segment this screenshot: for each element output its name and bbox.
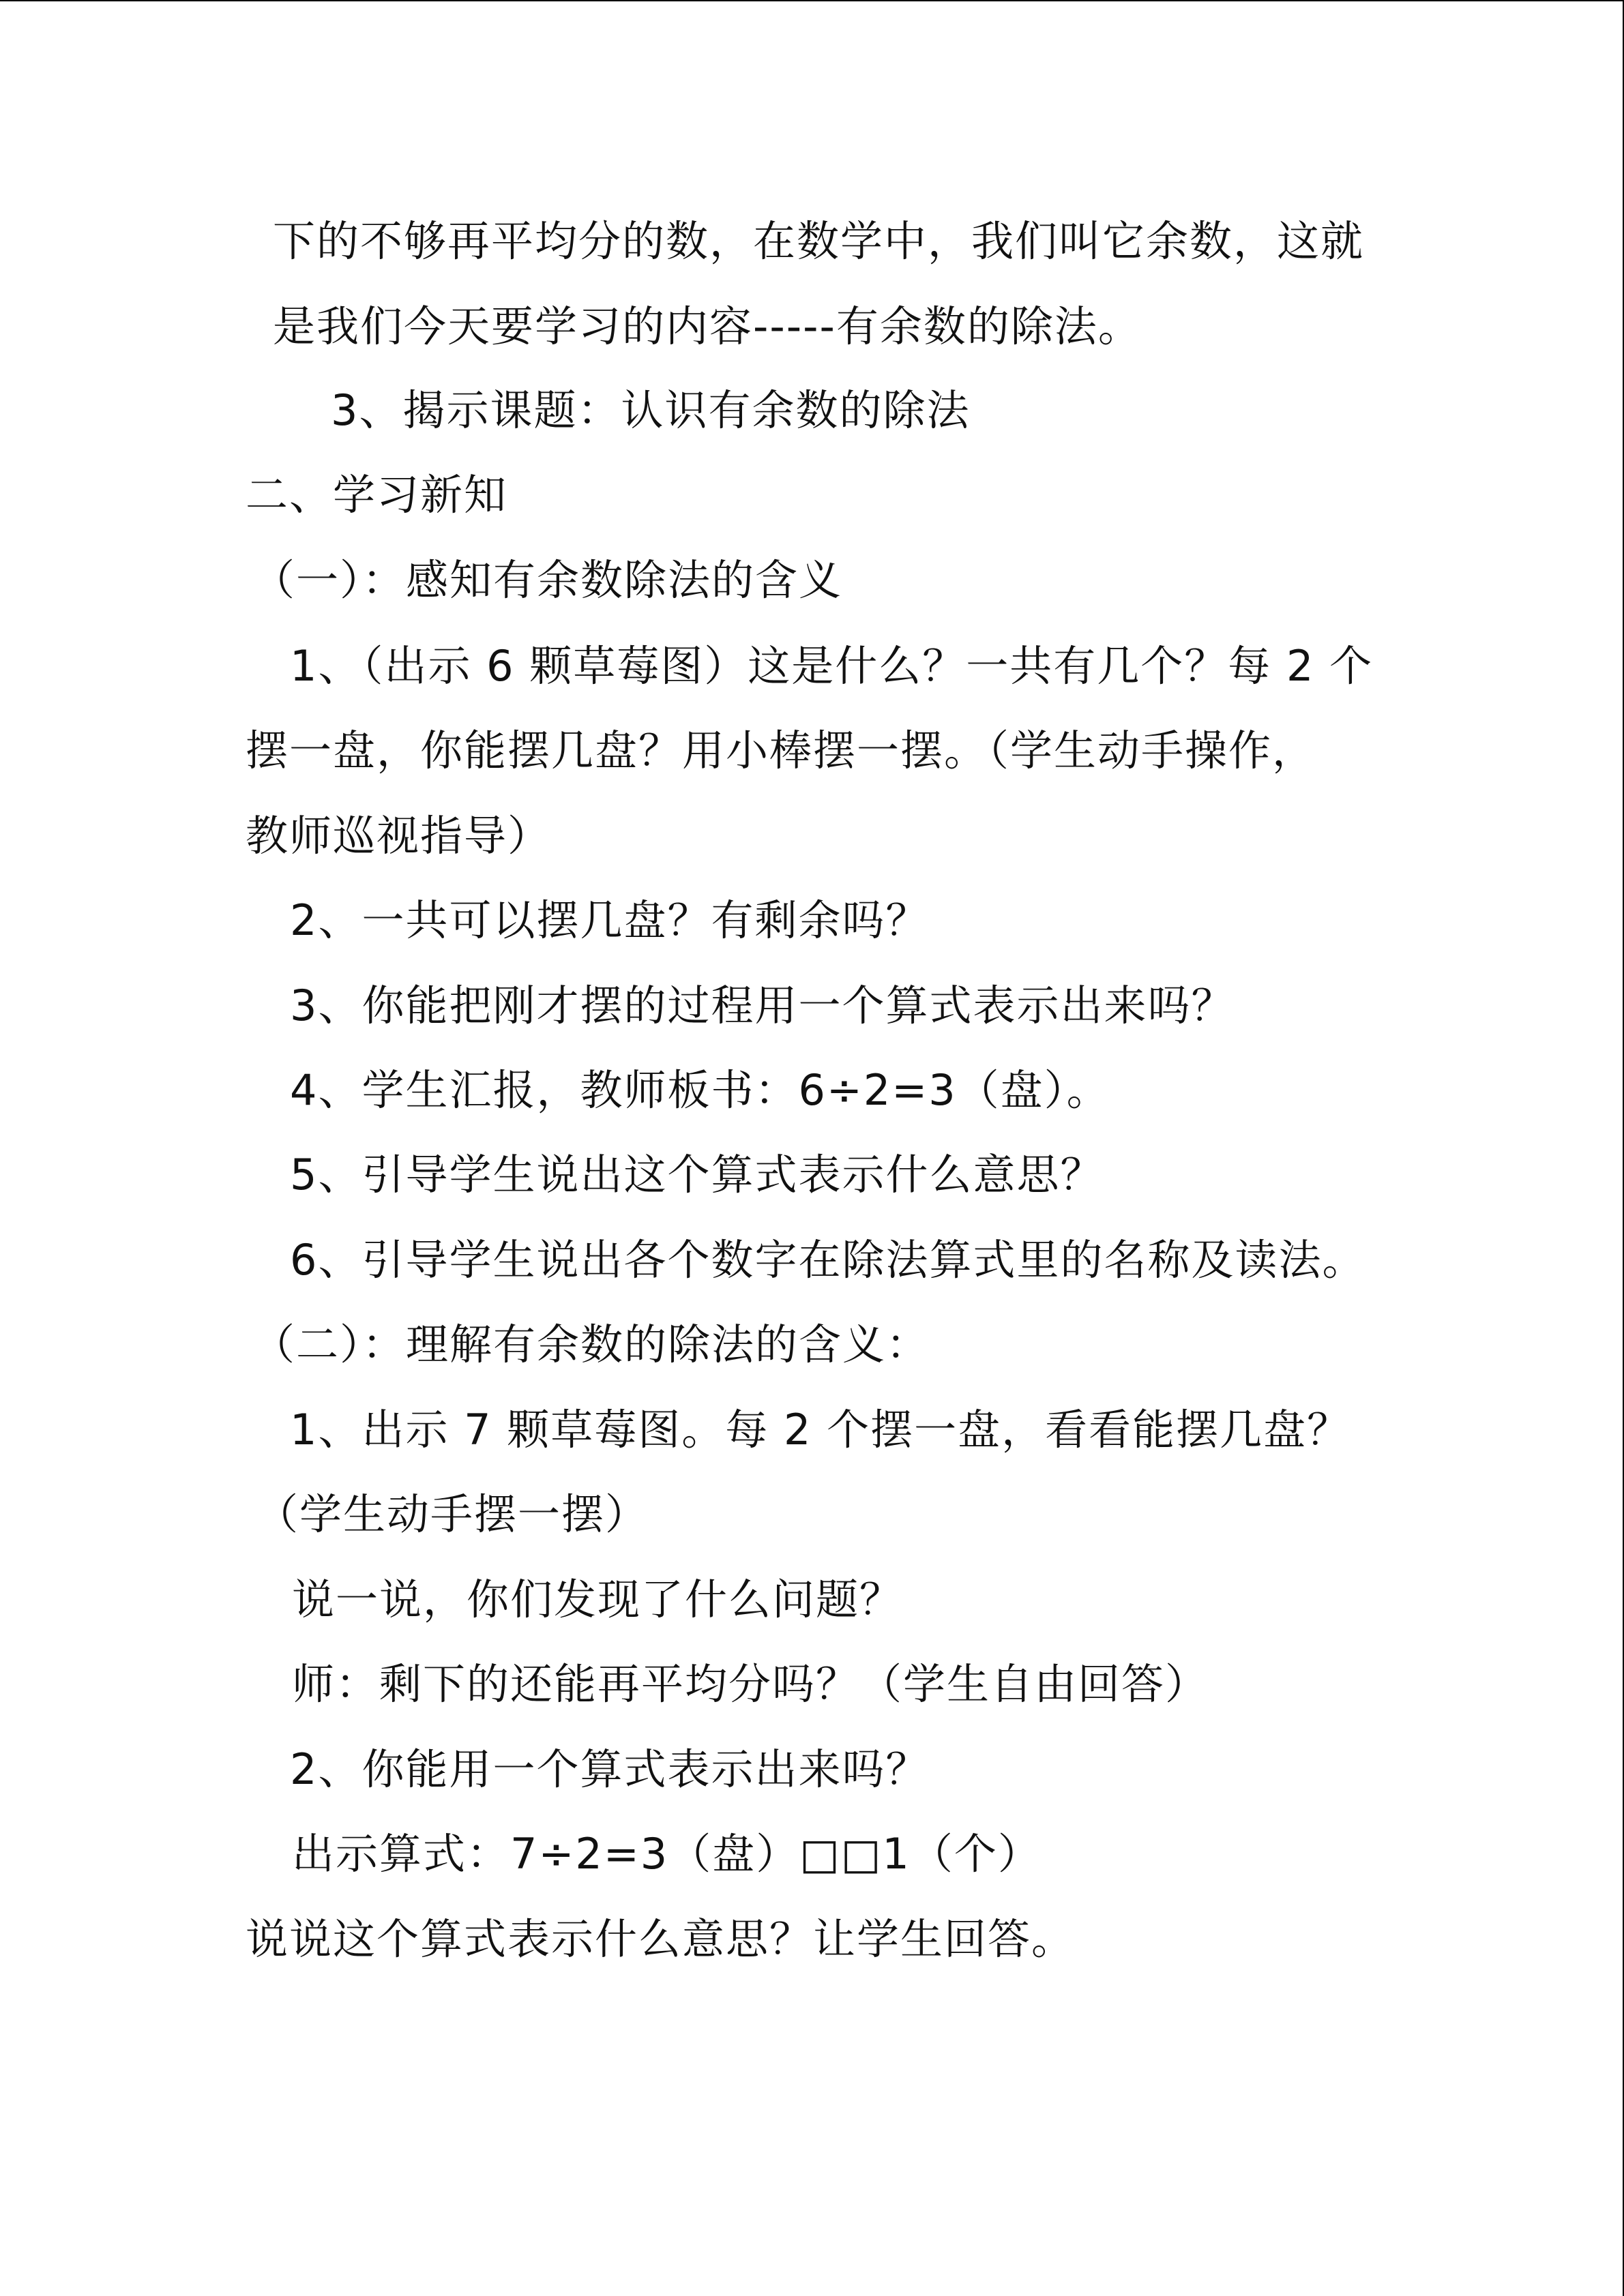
subsection-heading: （一）：感知有余数除法的含义 — [252, 555, 843, 605]
text-line: 下的不够再平均分的数，在数学中，我们叫它余数，这就 — [273, 216, 1365, 266]
text-line: 说说这个算式表示什么意思？让学生回答。 — [246, 1914, 1076, 1964]
text-line: 2、你能用一个算式表示出来吗？ — [290, 1744, 930, 1794]
text-line: 2、一共可以摆几盘？有剩余吗？ — [290, 895, 930, 945]
text-line: 教师巡视指导） — [246, 811, 552, 861]
text-line: 摆一盘，你能摆几盘？用小棒摆一摆。（学生动手操作， — [246, 726, 1316, 775]
text-line: 4、学生汇报，教师板书：6÷2=3（盘）。 — [290, 1065, 1110, 1115]
subsection-heading: （二）：理解有余数的除法的含义： — [252, 1320, 930, 1369]
text-line: 出示算式：7÷2=3（盘）□□1（个） — [292, 1829, 1042, 1879]
text-line: 3、揭示课题：认识有余数的除法 — [331, 385, 971, 435]
text-line: 师：剩下的还能再平均分吗？（学生自由回答） — [292, 1659, 1209, 1709]
text-line: 说一说，你们发现了什么问题？ — [292, 1575, 904, 1624]
text-line: 3、你能把刚才摆的过程用一个算式表示出来吗？ — [290, 981, 1235, 1030]
text-line: 1、出示 7 颗草莓图。每 2 个摆一盘，看看能摆几盘？ — [290, 1405, 1351, 1455]
section-heading: 二、学习新知 — [246, 470, 508, 520]
text-line: （学生动手摆一摆） — [256, 1489, 649, 1539]
text-line: 5、引导学生说出这个算式表示什么意思？ — [290, 1150, 1104, 1199]
text-line: 1、（出示 6 颗草莓图）这是什么？一共有几个？每 2 个 — [290, 641, 1374, 691]
text-line: 是我们今天要学习的内容-----有余数的除法。 — [273, 301, 1142, 351]
text-line: 6、引导学生说出各个数字在除法算式里的名称及读法。 — [290, 1235, 1366, 1285]
